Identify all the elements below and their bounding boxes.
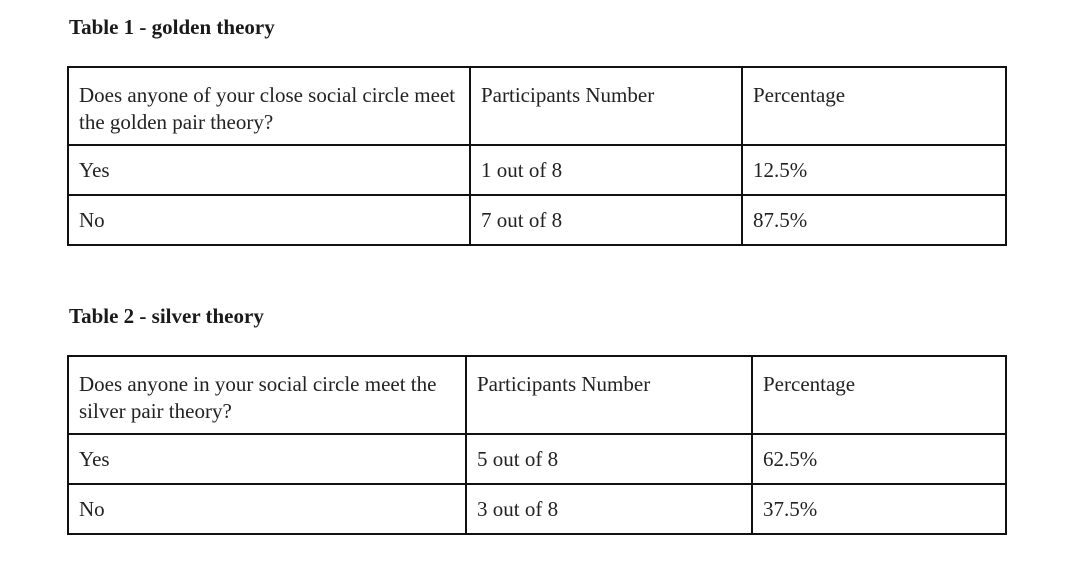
- table-row: [68, 145, 1006, 195]
- participants-cell: 3 out of 8: [466, 484, 752, 534]
- header-question-cell: Does anyone of your close social circle meet the golden pair theory?: [68, 67, 470, 145]
- answer-cell: No: [68, 484, 466, 534]
- header-participants-cell: Participants Number: [470, 67, 742, 145]
- table-row: [68, 484, 1006, 534]
- table-header-row: [68, 67, 1006, 145]
- percentage-cell: 87.5%: [742, 195, 1006, 245]
- table-header-row: [68, 356, 1006, 434]
- silver-theory-table: [67, 355, 1007, 535]
- table-row: [68, 195, 1006, 245]
- percentage-cell: 62.5%: [752, 434, 1006, 484]
- participants-cell: 5 out of 8: [466, 434, 752, 484]
- header-percentage-cell: Percentage: [752, 356, 1006, 434]
- percentage-cell: 12.5%: [742, 145, 1006, 195]
- table-row: [68, 434, 1006, 484]
- header-question-cell: Does anyone in your social circle meet the silver pair theory?: [68, 356, 466, 434]
- participants-cell: 1 out of 8: [470, 145, 742, 195]
- table-1-caption: Table 1 - golden theory: [69, 15, 275, 39]
- answer-cell: Yes: [68, 434, 466, 484]
- header-participants-cell: Participants Number: [466, 356, 752, 434]
- golden-theory-table: [67, 66, 1007, 246]
- answer-cell: No: [68, 195, 470, 245]
- table-2-caption: Table 2 - silver theory: [69, 304, 264, 328]
- percentage-cell: 37.5%: [752, 484, 1006, 534]
- answer-cell: Yes: [68, 145, 470, 195]
- header-percentage-cell: Percentage: [742, 67, 1006, 145]
- participants-cell: 7 out of 8: [470, 195, 742, 245]
